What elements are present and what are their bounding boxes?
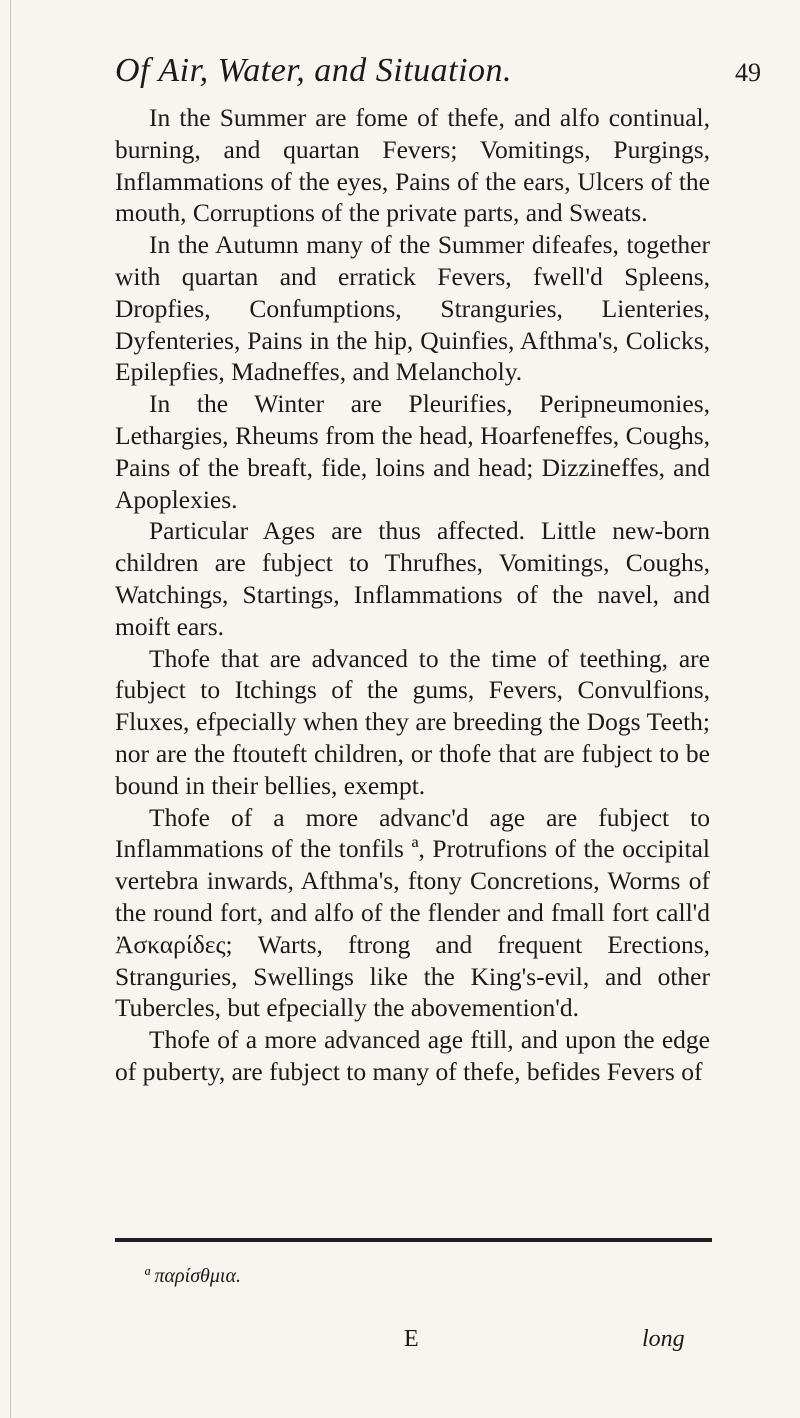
signature-mark: E [404, 1326, 419, 1352]
page-header [115, 52, 761, 98]
body-text [115, 102, 710, 1088]
footnote-rule [115, 1238, 712, 1242]
paragraph-puberty: Thofe of a more advanced age ftill, and upon the edge of puberty, are fubject to many of thefe, befides Fevers of [115, 1025, 710, 1086]
page-edge-line [10, 0, 11, 1418]
footnote: ª παρίσθμια. [144, 1265, 241, 1287]
paragraph-teething: Thofe that are advanced to the time of teething, are fubject to Itchings of the gums, Fevers, Convulfions, Fluxes, efpecially when they are breeding the Dogs Teeth; nor are the ftouteft children, or thofe that are fubject to be bound in their bellies, exempt. [115, 643, 710, 800]
catchword: long [642, 1326, 685, 1352]
paragraph-summer: In the Summer are fome of thefe, and alfo continual, burning, and quartan Fevers; Vomitings, Purgings, Inflammations of the eyes, Pains of the ears, Ulcers of the mouth, Corruptions of the private parts, and Sweats. [115, 103, 710, 228]
paragraph-advanced-age: Thofe of a more advanc'd age are fubject to Inflammations of the tonfils ª, Protrufions of the occipital vertebra inwards, Afthma's, ftony Concretions, Worms of the round fort, and alfo of the flender and fmall fort call'd Ἀσκαρίδες; Warts, ftrong and frequent Erections, Stranguries, Swellings like the King's-evil, and other Tubercles, but efpecially the abovemention'd. [115, 802, 710, 1023]
page-number: 49 [735, 58, 761, 87]
paragraph-autumn: In the Autumn many of the Summer difeafes, together with quartan and erratick Fevers, fwell'd Spleens, Dropfies, Confumptions, Stranguries, Lienteries, Dyfenteries, Pains in the hip, Quinfies, Afthma's, Colicks, Epilepfies, Madneffes, and Melancholy. [115, 230, 710, 387]
paragraph-winter: In the Winter are Pleurifies, Peripneumonies, Lethargies, Rheums from the head, Hoarfeneffes, Coughs, Pains of the breaft, fide, loins and head; Dizzineffes, and Apoplexies. [115, 389, 710, 514]
paragraph-ages: Particular Ages are thus affected. Little new-born children are fubject to Thrufhes, Vomitings, Coughs, Watchings, Startings, Inflammations of the navel, and moift ears. [115, 516, 710, 641]
running-head: Of Air, Water, and Situation. [115, 52, 513, 89]
